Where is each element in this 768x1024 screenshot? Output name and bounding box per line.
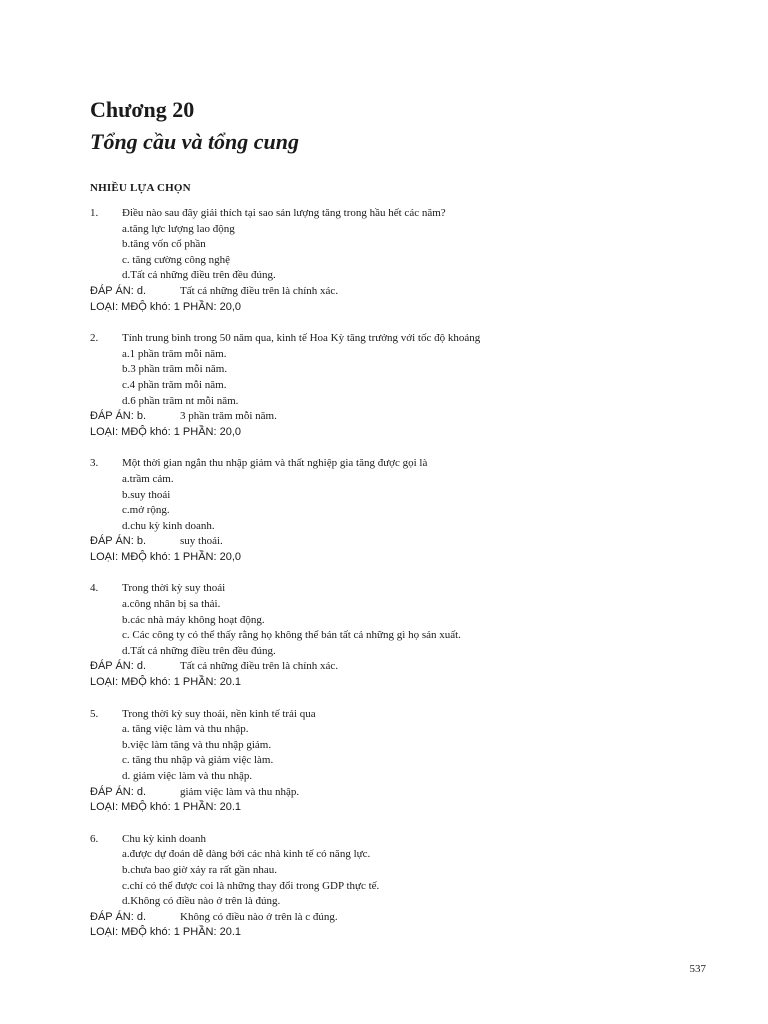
question-list: [90, 206, 710, 941]
answer-key: [90, 409, 710, 425]
answer-option: b.tăng vốn cổ phần: [122, 238, 206, 251]
answer-label: ĐÁP ÁN: d.: [90, 785, 147, 798]
answer-option: d.Không có điều nào ở trên là đúng.: [122, 895, 281, 908]
answer-option: c. tăng thu nhập và giảm việc làm.: [122, 754, 274, 767]
answer-option: d. giảm việc làm và thu nhập.: [122, 770, 253, 782]
question-block: [90, 707, 710, 816]
chapter-title: Chương 20: [90, 97, 195, 122]
answer-text: Tất cả những điều trên là chính xác.: [180, 660, 339, 673]
answer-key: [90, 534, 710, 550]
answer-label: ĐÁP ÁN: d.: [90, 910, 147, 923]
question-text: Trong thời kỳ suy thoái, nền kinh tế trải qua: [122, 707, 316, 720]
answer-option: b.việc làm tăng và thu nhập giảm.: [122, 738, 272, 751]
answer-option: c.4 phần trăm mỗi năm.: [122, 378, 227, 391]
question-stem: [90, 206, 710, 222]
answer-key: [90, 785, 710, 801]
answer-option: a.tăng lực lượng lao động: [122, 222, 235, 235]
answer-option: c.chỉ có thể được coi là những thay đổi trong GDP thực tế.: [122, 879, 380, 892]
answer-key: [90, 910, 710, 926]
question-text: Chu kỳ kinh doanh: [122, 832, 207, 845]
question-number: 2.: [90, 332, 99, 345]
question-block: [90, 331, 710, 440]
answer-text: suy thoái.: [180, 535, 223, 548]
question-text: Tính trung bình trong 50 năm qua, kinh tế Hoa Kỳ tăng trưởng với tốc độ khoảng: [122, 332, 481, 345]
question-meta: LOẠI: MĐỘ khó: 1 PHẦN: 20.1: [90, 676, 242, 689]
question-number: 6.: [90, 832, 99, 845]
answer-key: [90, 284, 710, 300]
answer-option: a.1 phần trăm mỗi năm.: [122, 347, 227, 360]
answer-option: b.suy thoái: [122, 488, 171, 501]
answer-option: b.3 phần trăm mỗi năm.: [122, 363, 228, 376]
question-number: 3.: [90, 457, 99, 470]
question-meta: LOẠI: MĐỘ khó: 1 PHẦN: 20,0: [90, 550, 242, 563]
question-text: Điều nào sau đây giải thích tại sao sản lượng tăng trong hầu hết các năm?: [122, 207, 446, 219]
answer-option: d.Tất cả những điều trên đều đúng.: [122, 269, 276, 282]
answer-option: a.trầm cảm.: [122, 472, 174, 485]
question-block: [90, 206, 710, 315]
question-stem: [90, 707, 710, 723]
question-meta: LOẠI: MĐỘ khó: 1 PHẦN: 20,0: [90, 425, 242, 438]
answer-option: c. Các công ty có thể thấy rằng họ không thể bán tất cả những gì họ sản xuất.: [122, 629, 461, 642]
question-number: 4.: [90, 582, 99, 595]
answer-text: Tất cả những điều trên là chính xác.: [180, 284, 339, 297]
answer-label: ĐÁP ÁN: d.: [90, 660, 147, 673]
question-number: 1.: [90, 207, 99, 219]
page-number: 537: [689, 963, 706, 975]
answer-option: c. tăng cường công nghệ: [122, 253, 230, 266]
question-stem: [90, 331, 710, 347]
question-text: Trong thời kỳ suy thoái: [122, 582, 226, 595]
answer-option: a.công nhân bị sa thải.: [122, 598, 221, 611]
answer-label: ĐÁP ÁN: d.: [90, 284, 147, 297]
answer-option: a.được dự đoán dễ dàng bởi các nhà kinh tế có năng lực.: [122, 848, 371, 861]
section-title: NHIỀU LỰA CHỌN: [90, 182, 191, 194]
answer-label: ĐÁP ÁN: b.: [90, 410, 147, 423]
question-text: Một thời gian ngắn thu nhập giảm và thất nghiệp gia tăng được gọi là: [122, 457, 428, 470]
answer-option: d.6 phần trăm nt mỗi năm.: [122, 394, 239, 407]
answer-key: [90, 659, 710, 675]
answer-text: 3 phần trăm mỗi năm.: [180, 410, 277, 423]
question-stem: [90, 456, 710, 472]
answer-text: Không có điều nào ở trên là c đúng.: [180, 910, 338, 923]
question-stem: [90, 581, 710, 597]
answer-option: c.mở rộng.: [122, 504, 170, 517]
answer-option: a. tăng việc làm và thu nhập.: [122, 723, 249, 736]
answer-label: ĐÁP ÁN: b.: [90, 535, 147, 548]
answer-option: d.Tất cả những điều trên đều đúng.: [122, 644, 276, 657]
question-meta: LOẠI: MĐỘ khó: 1 PHẦN: 20.1: [90, 926, 242, 939]
answer-option: b.chưa bao giờ xảy ra rất gần nhau.: [122, 863, 278, 876]
question-number: 5.: [90, 707, 99, 720]
question-meta: LOẠI: MĐỘ khó: 1 PHẦN: 20,0: [90, 300, 242, 313]
document-page: [90, 96, 710, 941]
answer-option: b.các nhà máy không hoạt động.: [122, 613, 265, 626]
chapter-subtitle: Tổng cầu và tổng cung: [90, 129, 300, 154]
answer-option: d.chu kỳ kinh doanh.: [122, 519, 215, 532]
question-meta: LOẠI: MĐỘ khó: 1 PHẦN: 20.1: [90, 801, 242, 814]
answer-text: giảm việc làm và thu nhập.: [180, 785, 300, 798]
question-block: [90, 456, 710, 565]
question-block: [90, 832, 710, 941]
question-block: [90, 581, 710, 690]
question-stem: [90, 832, 710, 848]
